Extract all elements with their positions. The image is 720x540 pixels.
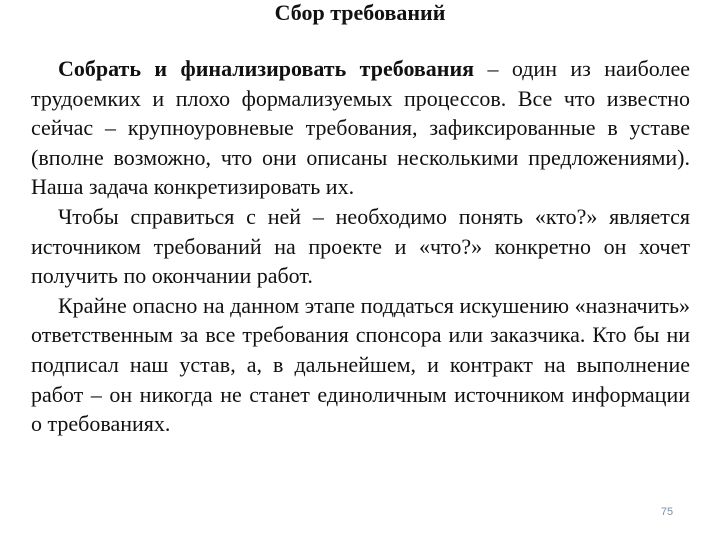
paragraph-3 (31, 291, 690, 439)
lead-phrase: Собрать и финализировать требования (58, 56, 475, 81)
body-text (31, 54, 690, 439)
paragraph-1-text: – один из наиболее трудоемких и плохо формализуемых процессов. Все что известно сейчас – крупноуровневые требования, зафиксированные в уставе (вполне возможно, что они описаны несколькими предложениями). Наша задача конкретизировать их. (31, 56, 690, 200)
paragraph-3-text: Крайне опасно на данном этапе поддаться искушению «назначить» ответственным за все требования спонсора или заказчика. Кто бы ни подписал наш устав, а, в дальнейшем, и контракт на выполнение работ – он никогда не станет единоличным источником информации о требованиях. (31, 292, 690, 437)
paragraph-1 (31, 54, 690, 202)
paragraph-2-text: Чтобы справиться с ней – необходимо понять «кто?» является источником требований на проекте и «что?» конкретно он хочет получить по окончании работ. (31, 203, 690, 289)
paragraph-2 (31, 202, 690, 291)
slide-title: Сбор требований (274, 0, 446, 25)
page-number: 75 (660, 506, 674, 518)
